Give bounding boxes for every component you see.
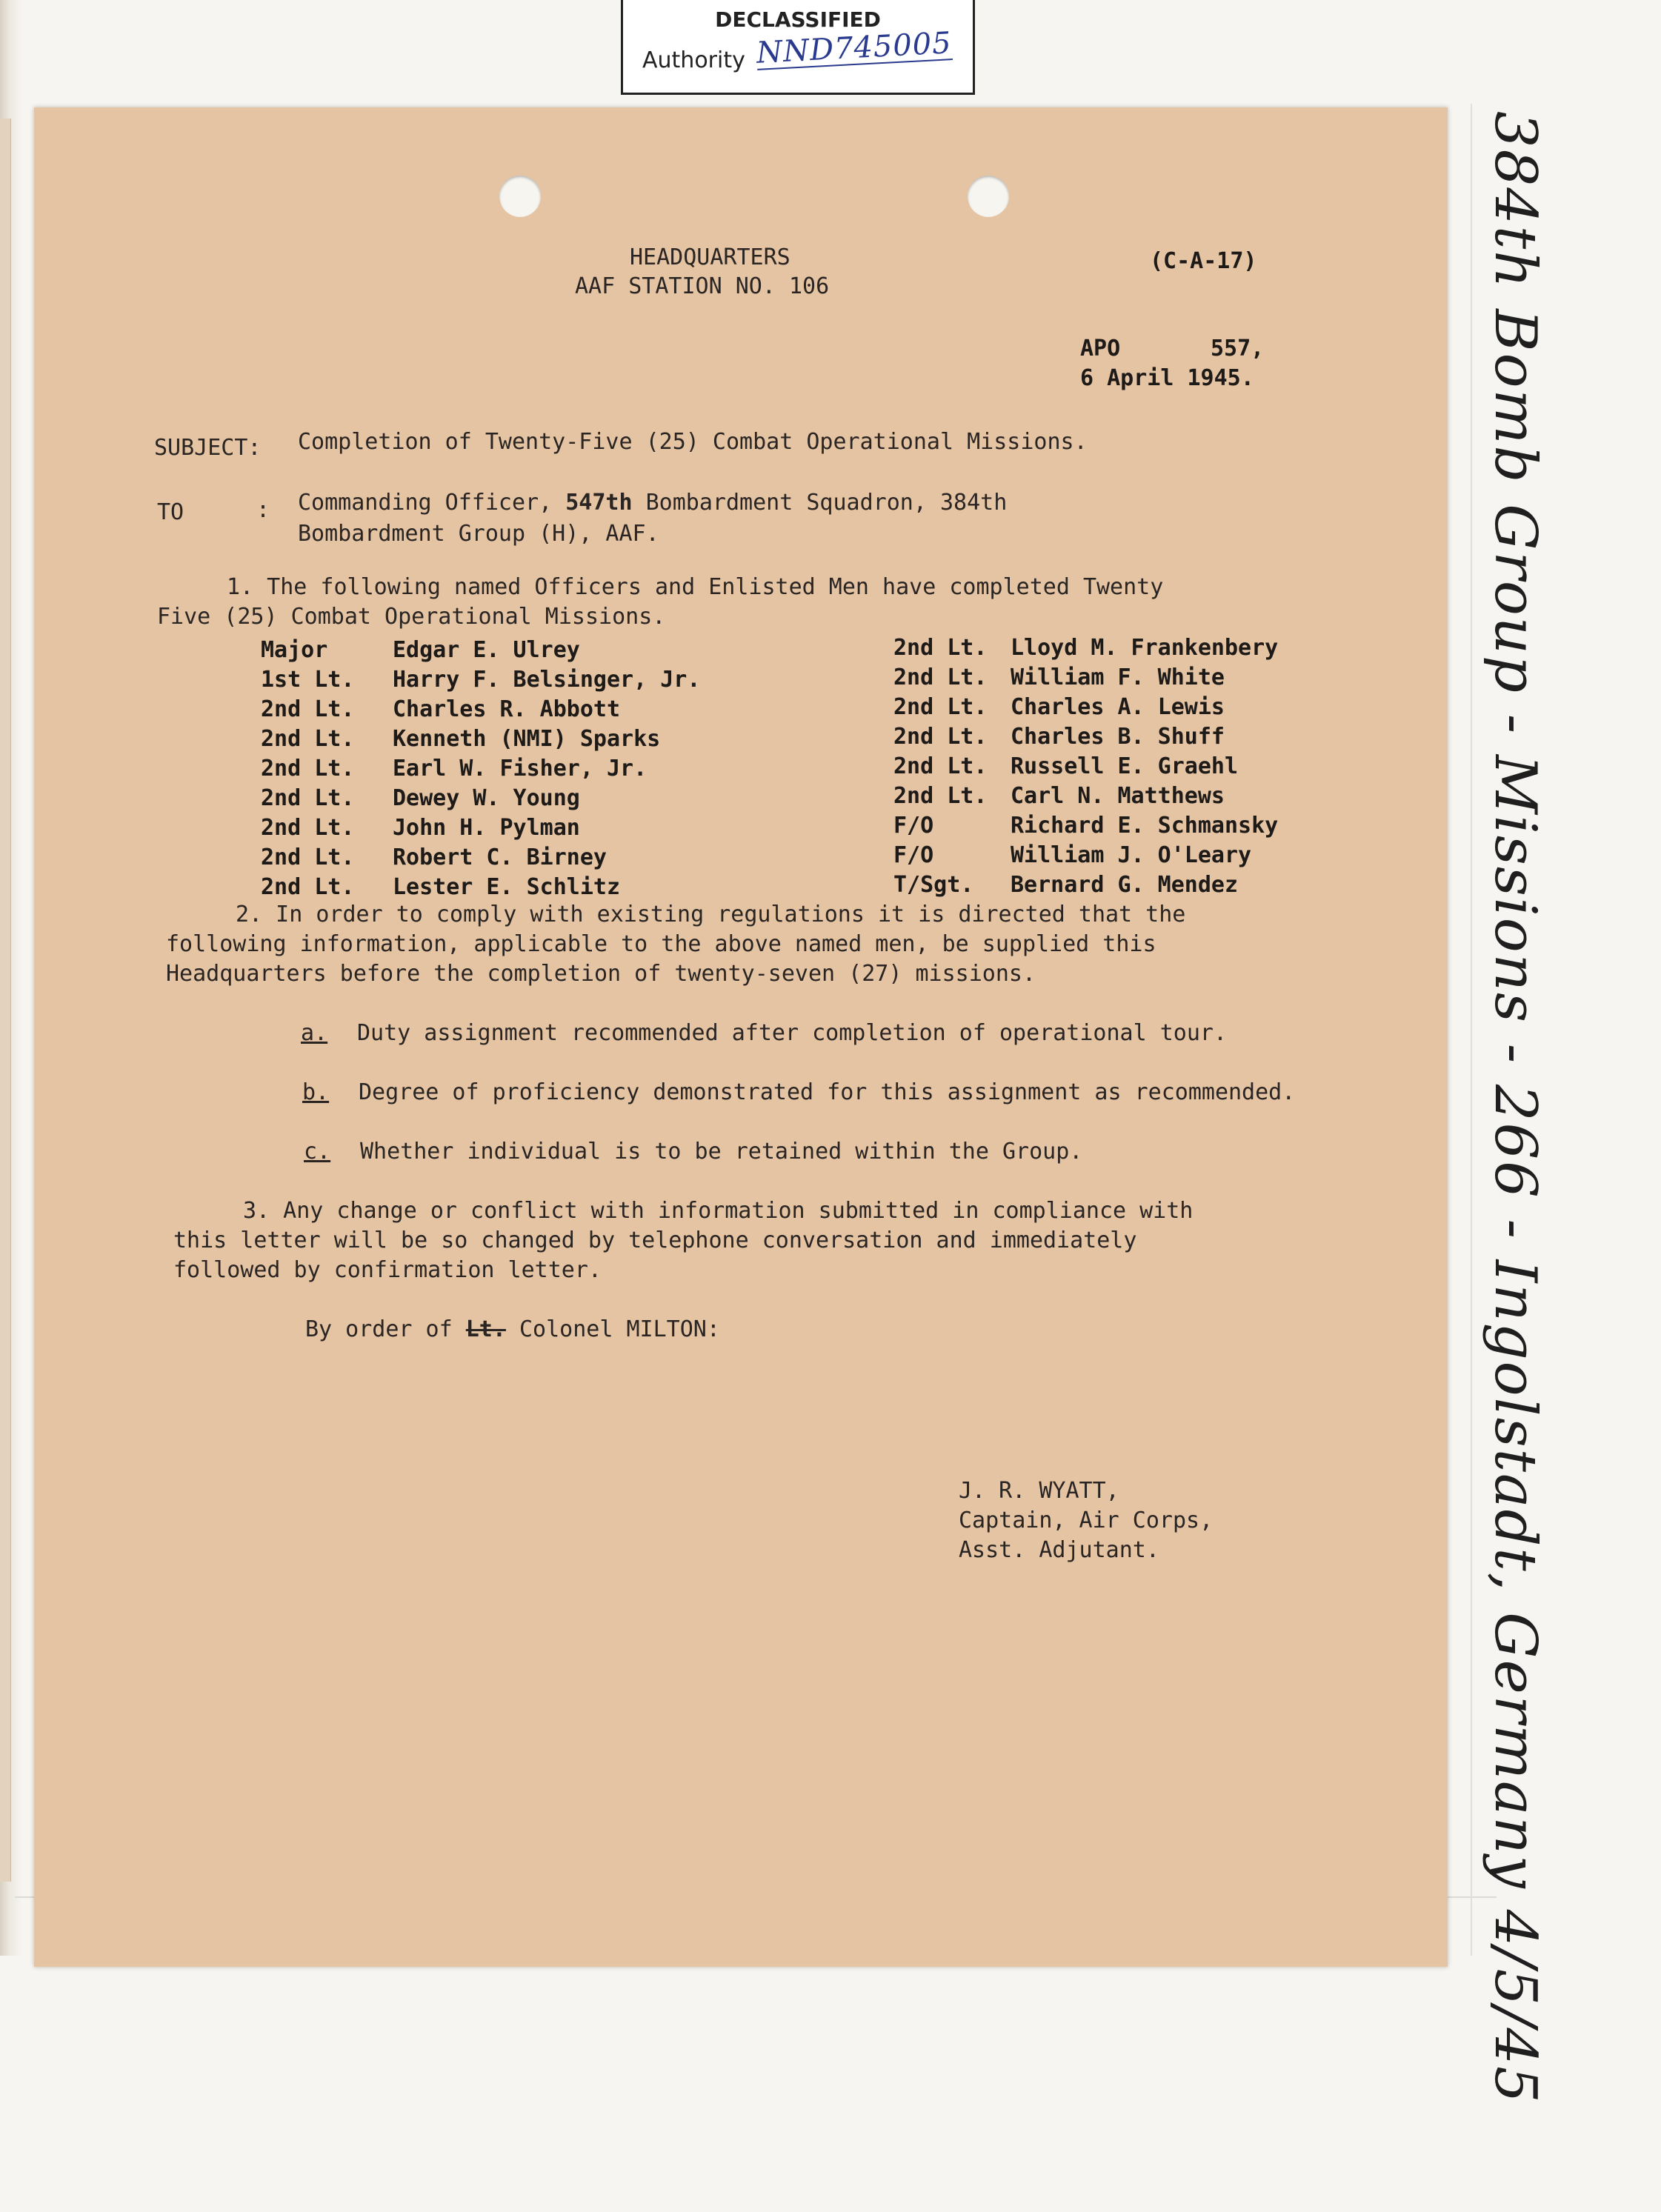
header-line-1: HEADQUARTERS xyxy=(630,244,790,270)
item-letter: c. xyxy=(304,1139,331,1165)
rank: 2nd Lt. xyxy=(893,724,988,750)
person-name: Carl N. Matthews xyxy=(1011,783,1225,809)
handwritten-side-note: 384th Bomb Group - Missions - 266 - Ingolstadt, Germany 4/5/45 xyxy=(1482,111,1548,2105)
rank: 2nd Lt. xyxy=(893,694,988,720)
to-unit: Bombardment Squadron, 384th xyxy=(645,490,1008,516)
apo-number: 557, xyxy=(1211,336,1265,362)
rank: 2nd Lt. xyxy=(261,756,355,782)
person-name: Earl W. Fisher, Jr. xyxy=(393,756,648,782)
to-addressee: Commanding Officer, xyxy=(298,490,553,516)
item-text: Duty assignment recommended after completion of operational tour. xyxy=(357,1020,1227,1046)
paragraph-2-line-1: 2. In order to comply with existing regulations it is directed that the xyxy=(236,902,1186,927)
stamp-authority-label: Authority xyxy=(642,47,745,73)
rank: 2nd Lt. xyxy=(893,635,988,661)
to-colon: : xyxy=(256,497,270,523)
person-name: William F. White xyxy=(1011,664,1225,690)
item-letter: b. xyxy=(302,1079,330,1105)
person-name: Kenneth (NMI) Sparks xyxy=(393,726,661,752)
paragraph-3-line-3: followed by confirmation letter. xyxy=(173,1257,602,1283)
punch-hole-right xyxy=(968,176,1009,217)
order-line xyxy=(305,1315,720,1345)
person-name: Russell E. Graehl xyxy=(1011,753,1239,779)
document-date: 6 April 1945. xyxy=(1080,365,1254,391)
rank: 2nd Lt. xyxy=(893,664,988,690)
rank: 2nd Lt. xyxy=(261,696,355,722)
item-text: Whether individual is to be retained within the Group. xyxy=(360,1139,1083,1165)
person-name: Bernard G. Mendez xyxy=(1011,872,1239,898)
person-name: Charles A. Lewis xyxy=(1011,694,1225,720)
order-colonel: Colonel MILTON: xyxy=(519,1316,720,1342)
subject-text: Completion of Twenty-Five (25) Combat Operational Missions. xyxy=(298,429,1088,455)
item-letter: a. xyxy=(301,1020,328,1046)
rank: Major xyxy=(261,637,328,663)
declassified-stamp xyxy=(621,0,975,95)
rank: 2nd Lt. xyxy=(261,726,355,752)
rank: 2nd Lt. xyxy=(261,785,355,811)
paragraph-1-line-1: 1. The following named Officers and Enlisted Men have completed Twenty xyxy=(227,574,1164,600)
paragraph-2-line-2: following information, applicable to the above named men, be supplied this xyxy=(166,931,1156,957)
person-name: Harry F. Belsinger, Jr. xyxy=(393,667,701,693)
header-line-2: AAF STATION NO. 106 xyxy=(575,273,830,299)
paragraph-3-line-1: 3. Any change or conflict with information submitted in compliance with xyxy=(243,1198,1194,1224)
signature-position: Asst. Adjutant. xyxy=(959,1537,1159,1563)
folder-border xyxy=(1471,104,1472,1956)
person-name: Dewey W. Young xyxy=(393,785,580,811)
signature-title: Captain, Air Corps, xyxy=(959,1508,1214,1533)
punch-hole-left xyxy=(499,176,541,217)
rank: F/O xyxy=(893,842,934,868)
person-name: Lester E. Schlitz xyxy=(393,874,621,900)
paragraph-2-line-3: Headquarters before the completion of twenty-seven (27) missions. xyxy=(166,961,1036,987)
person-name: Edgar E. Ulrey xyxy=(393,637,580,663)
rank: F/O xyxy=(893,813,934,839)
struck-rank: Lt. xyxy=(465,1316,506,1342)
paragraph-3-line-2: this letter will be so changed by telephone conversation and immediately xyxy=(173,1227,1137,1253)
stamp-authority-value: NND745005 xyxy=(755,26,953,70)
to-line-1 xyxy=(298,488,1007,518)
person-name: Lloyd M. Frankenbery xyxy=(1011,635,1279,661)
person-name: Charles R. Abbott xyxy=(393,696,621,722)
paragraph-1-line-2: Five (25) Combat Operational Missions. xyxy=(157,604,666,630)
apo-label: APO xyxy=(1080,336,1121,362)
squadron-number: 547th xyxy=(565,490,633,516)
document-code: (C-A-17) xyxy=(1150,248,1257,274)
item-text: Degree of proficiency demonstrated for this assignment as recommended. xyxy=(359,1079,1296,1105)
rank: 1st Lt. xyxy=(261,667,355,693)
person-name: William J. O'Leary xyxy=(1011,842,1252,868)
person-name: Robert C. Birney xyxy=(393,845,607,870)
rank: 2nd Lt. xyxy=(261,874,355,900)
stamp-title: DECLASSIFIED xyxy=(715,7,881,32)
order-prefix: By order of xyxy=(305,1316,453,1342)
subject-label: SUBJECT: xyxy=(154,435,262,461)
person-name: John H. Pylman xyxy=(393,815,580,841)
rank: 2nd Lt. xyxy=(261,815,355,841)
rank: T/Sgt. xyxy=(893,872,974,898)
rank: 2nd Lt. xyxy=(893,783,988,809)
document-page xyxy=(34,107,1448,1967)
adjacent-page-edge xyxy=(0,119,11,1882)
person-name: Charles B. Shuff xyxy=(1011,724,1225,750)
to-line-2: Bombardment Group (H), AAF. xyxy=(298,521,659,547)
signature-name: J. R. WYATT, xyxy=(959,1478,1119,1504)
rank: 2nd Lt. xyxy=(893,753,988,779)
person-name: Richard E. Schmansky xyxy=(1011,813,1279,839)
to-label: TO xyxy=(157,499,184,525)
rank: 2nd Lt. xyxy=(261,845,355,870)
